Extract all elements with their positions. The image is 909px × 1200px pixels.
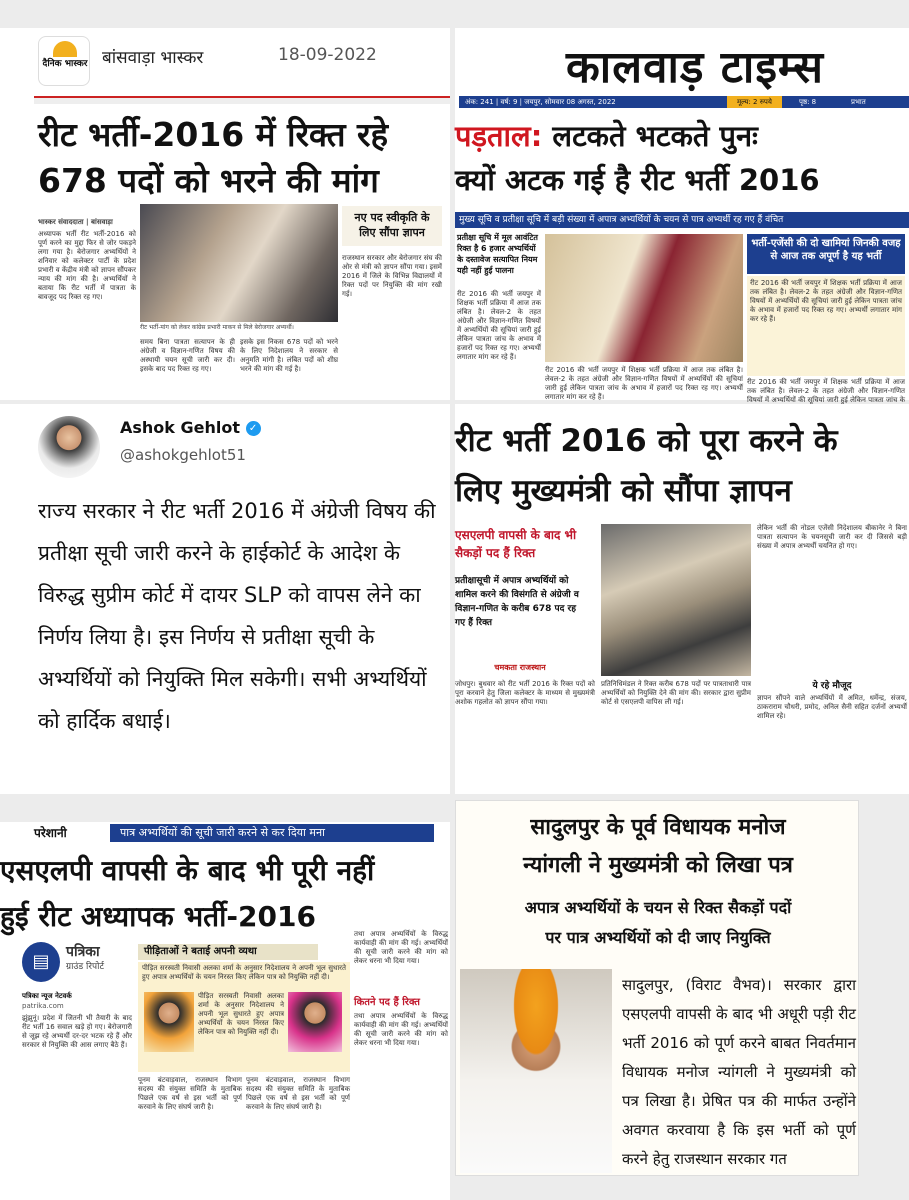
clip-bhaskar <box>0 28 450 400</box>
protest-photo <box>601 524 751 676</box>
headline: एसएलपी वापसी के बाद भी पूरी नहीं हुई रीट अध्यापक भर्ती-2016 <box>0 854 375 933</box>
top-strip <box>34 96 450 104</box>
vacancy-body: तथा अपात्र अभ्यर्थियों के विरुद्ध कार्यवाही की मांग की गई। अभ्यर्थियों की सूची जारी करने की मांग को लेकर धरना भी दिया गया। <box>354 1012 448 1047</box>
body-left: झुंझुनूं। प्रदेश में जितनी भी तैयारी के बाद रीट भर्ती 16 सवाल खड़े हो गए। बेरोजगारी से जूझ रहे अभ्यर्थी दर-दर भटक रहे हैं और सरकार से नियुक्ति की आस लगाए बैठे हैं। <box>22 1014 132 1049</box>
body-col2: प्रतिनिधिमंडल ने रिक्त करीब 678 पदों पर पात्रताधारी पात्र अभ्यर्थियों को नियुक्ति देने की मांग की। सरकार द्वारा सुप्रीम कोर्ट से एसएलपी वापिस ली गई। <box>601 680 751 706</box>
reporter: चमकता राजस्थान <box>494 663 546 672</box>
article-body: सादुलपुर, (विराट वैभव)। सरकार द्वारा एसएलपी वापसी के बाद भी अधूरी पड़ी रीट भर्ती 2016 को पूर्ण करने बाबत निवर्तमान विधायक मनोज न्यांगली ने मुख्यमंत्री को पत्र लिखा है। प्रेषित पत्र की मार्फत उन्होंने अवगत करवाया है कि इस भर्ती को पूर्ण करने हेतु राजस्थान सरकार गत <box>622 976 856 1168</box>
patrika-badge: ▤ पत्रिका ग्राउंड रिपोर्ट <box>22 942 140 986</box>
side-heading: ये रहे मौजूद <box>812 681 852 691</box>
display-name: Ashok Gehlot ✓ <box>120 418 360 442</box>
tweet-text: राज्य सरकार ने रीट भर्ती 2016 में अंग्रेजी विषय की प्रतीक्षा सूची जारी करने के हाईकोर्ट के आदेश के विरुद्ध सुप्रीम कोर्ट में दायर SLP को वापस लेने का निर्णय लिया है। इस निर्णय से प्रतीक्षा सूची के अभ्यर्थियों को नियुक्ति मिल सकेगी। सभी अभ्यर्थियों को हार्दिक बधाई। <box>38 499 436 733</box>
handle: @ashokgehlot51 <box>120 446 246 464</box>
exam-photo <box>545 234 743 362</box>
reporter-line: भास्कर संवाददाता | बांसवाड़ा <box>38 218 113 226</box>
body-col1: जोधपुर। बुधवार को रीट भर्ती 2016 के रिक्त पदों को पूरा करवाने हेतु जिला कलेक्टर के माध्यम से मुख्यमंत्री अशोक गहलोत को ज्ञापन सौंपा गया। <box>455 680 595 706</box>
body-col2: समय बिना पात्रता सत्यापन के ही अंग्रेजी व विज्ञान-गणित विषय की अस्थायी चयन सूची जारी कर दी। इसके बाद पद रिक्त रह गए। <box>140 338 235 373</box>
body-mid: रीट 2016 की भर्ती जयपुर में शिक्षक भर्ती प्रक्रिया में आज तक लंबित है। लेवल-2 के तहत अंग्रेजी और विज्ञान-गणित विषयों में अभ्यर्थियों की सूचियां जारी हुई लेकिन पात्रता जांच के अभाव में हजारों पद रिक्त रह गए। अभ्यर्थी लगातार मांग कर रहे हैं। <box>545 366 743 401</box>
clip-chamakta <box>455 404 909 794</box>
clip-kalwad-times <box>455 28 909 404</box>
blue-bar: पात्र अभ्यर्थियों की सूची जारी करने से कर दिया मना <box>110 824 434 842</box>
vacancy-title: कितने पद हैं रिक्त <box>354 997 421 1008</box>
body-col1: अध्यापक भर्ती रीट भर्ती-2016 को पूर्ण करने का मुद्दा फिर से जोर पकड़ने लगा गया है। बेरोजगार अभ्यर्थियों ने शनिवार को कलेक्टर पार्टी के प्रदेश प्रभारी व केंद्रीय मंत्री को ज्ञापन सौंपकर न्याय की मांग की है। अभ्यर्थियों ने बताया कि रीट भर्ती में पात्रता के बावजूद पद रिक्त रह गए। <box>38 230 136 301</box>
sub-title: प्रतीक्षासूची में अपात्र अभ्यर्थियों को शामिल करने की विसंगति से अंग्रेजी व विज्ञान-गणित के करीब 678 पद रह गए हैं रिक्त <box>455 576 579 628</box>
box-panel <box>138 962 350 1072</box>
headline: रीट भर्ती 2016 को पूरा करने के लिए मुख्यमंत्री को सौंपा ज्ञापन <box>455 423 838 509</box>
red-title: एसएलपी वापसी के बाद भी सैकड़ों पद हैं रिक्त <box>455 528 577 560</box>
sidebox-title: नए पद स्वीकृति के लिए सौंपा ज्ञापन <box>342 206 442 246</box>
body-mid: पूनम बंटवाड़वाल, राजस्थान विभाग सदस्य की संयुक्त समिति के मुताबिक पिछले एक वर्ष से इस भर्ती को पूर्ण करवाने के लिए संघर्ष जारी है। <box>138 1076 242 1111</box>
site: patrika.com <box>22 1002 64 1010</box>
strap: मुख्य सूचि व प्रतीक्षा सूचि में बड़ी संख्या में अपात्र अभ्यर्थियों के चयन से पात्र अभ्यर्थी रह गए हैं वंचित <box>455 212 909 228</box>
bhaskar-logo: दैनिक भास्कर <box>38 36 90 86</box>
body-mid-2: पूनम बंटवाड़वाल, राजस्थान विभाग सदस्य की संयुक्त समिति के मुताबिक पिछले एक वर्ष से इस भर्ती को पूर्ण करवाने के लिए संघर्ष जारी है। <box>246 1076 350 1111</box>
box-body: रीट 2016 की भर्ती जयपुर में शिक्षक भर्ती प्रक्रिया में आज तक लंबित है। लेवल-2 के तहत अंग्रेजी और विज्ञान-गणित विषयों में अभ्यर्थियों की सूचियां जारी हुई लेकिन पात्रता जांच के अभाव में हजारों पद रिक्त रह गए। अभ्यर्थी लगातार मांग कर रहे हैं। <box>747 276 905 376</box>
news-photo <box>140 204 338 322</box>
issue-bar: अंक: 241 | वर्ष: 9 | जयपुर, सोमवार 08 अगस्त, 2022 मूल्य: 2 रुपये पृष्ठ: 8 प्रभात <box>459 96 909 108</box>
side-title: प्रतीक्षा सूचि में मूल आवंटित रिक्त है 6 हजार अभ्यर्थियों के दस्तावेज सत्यापित नियम यही नहीं हुई पालना <box>457 233 538 275</box>
portrait-photo <box>460 969 612 1173</box>
report-icon: ▤ <box>22 942 60 982</box>
box-text: पीड़ित सरस्वती निवासी अलका शर्मा के अनुसार निदेशालय ने अपनी भूल सुधारते हुए अपात्र अभ्यर्थियों के चयन निरस्त किए लेकिन पात्र को नियुक्ति नहीं दी। <box>142 964 346 981</box>
body-col3: लेकिन भर्ती की नोडल एजेंसी निदेशालय बीकानेर ने बिना पात्रता सत्यापन के चयनसूची जारी कर दी जिससे बड़ी संख्या में अपात्र अभ्यर्थी चयनित हो गए। <box>757 524 907 550</box>
body-left: रीट 2016 की भर्ती जयपुर में शिक्षक भर्ती प्रक्रिया में आज तक लंबित है। लेवल-2 के तहत अंग्रेजी और विज्ञान-गणित विषयों में अभ्यर्थियों की सूचियां जारी हुई लेकिन पात्रता जांच के अभाव में हजारों पद रिक्त रह गए। अभ्यर्थी लगातार मांग कर रहे हैं। <box>457 290 541 361</box>
source-name: बांसवाड़ा भास्कर <box>102 48 204 68</box>
clip-patrika <box>0 822 450 1200</box>
box-text-2: पीड़ित सरस्वती निवासी अलका शर्मा के अनुसार निदेशालय ने अपनी भूल सुधारते हुए अपात्र अभ्यर्थियों के चयन निरस्त किए लेकिन पात्र को नियुक्ति नहीं दी। <box>198 992 284 1036</box>
headline: पड़ताल: लटकते भटकते पुनः क्यों अटक गई है रीट भर्ती 2016 <box>455 119 820 197</box>
box-title: भर्ती-एजेंसी की दो खामियां जिनकी वजह से आज तक अपूर्ण है यह भर्ती <box>747 234 905 274</box>
photo-caption: रीट भर्ती-मांग को लेकर कांग्रेस प्रभारी माकन से मिले बेरोजगार अभ्यर्थी। <box>140 324 294 331</box>
body-col4: राजस्थान सरकार और बेरोजगार संघ की ओर से मंत्री को ज्ञापन सौंपा गया। इसमें 2016 में जिले के विभिन्न विद्यालयों में रिक्त पदों पर नियुक्ति की मांग रखी गई। <box>342 254 442 298</box>
body-right: तथा अपात्र अभ्यर्थियों के विरुद्ध कार्यवाही की मांग की गई। अभ्यर्थियों की सूची जारी करने की मांग को लेकर धरना भी दिया गया। <box>354 930 448 965</box>
label: परेशानी <box>34 826 67 840</box>
clip-virat-vaibhav <box>455 800 859 1176</box>
headline: रीट भर्ती-2016 में रिक्त रहे 678 पदों को भरने की मांग <box>38 115 389 200</box>
clip-tweet <box>0 404 450 794</box>
masthead: कालवाड़ टाइम्स <box>566 42 824 93</box>
portrait-1 <box>144 992 194 1052</box>
sub-headline: अपात्र अभ्यर्थियों के चयन से रिक्त सैकड़ों पदों पर पात्र अभ्यर्थियों को दी जाए नियुक्ति <box>524 898 792 947</box>
box-title: पीड़िताओं ने बताई अपनी व्यथा <box>138 944 318 960</box>
verified-icon: ✓ <box>246 421 261 436</box>
headline: सादुलपुर के पूर्व विधायक मनोज न्यांगली ने मुख्यमंत्री को लिखा पत्र <box>523 815 793 878</box>
box-body-2: रीट 2016 की भर्ती जयपुर में शिक्षक भर्ती प्रक्रिया में आज तक लंबित है। लेवल-2 के तहत अंग्रेजी और विज्ञान-गणित विषयों में अभ्यर्थियों की सूचियां जारी हुई लेकिन पात्रता जांच के <box>747 378 905 404</box>
portrait-2 <box>288 992 342 1052</box>
body-col3: इसके इस निकस 678 पदों को भरने के लिए निदेशालय ने सरकार से अनुमति मांगी है। लंबित पदों को शीघ्र भरने की मांग की गई है। <box>240 338 338 373</box>
side-body: ज्ञापन सौंपने वाले अभ्यर्थियों में अमित, धर्मेन्द्र, संजय, ठाकराराम चौधरी, प्रमोद, अनिल सैनी सहित दर्जनों अभ्यर्थी शामिल रहे। <box>757 694 907 720</box>
network: पत्रिका न्यूज नेटवर्क <box>22 992 72 1000</box>
avatar <box>38 416 100 478</box>
source-date: 18-09-2022 <box>278 45 377 65</box>
